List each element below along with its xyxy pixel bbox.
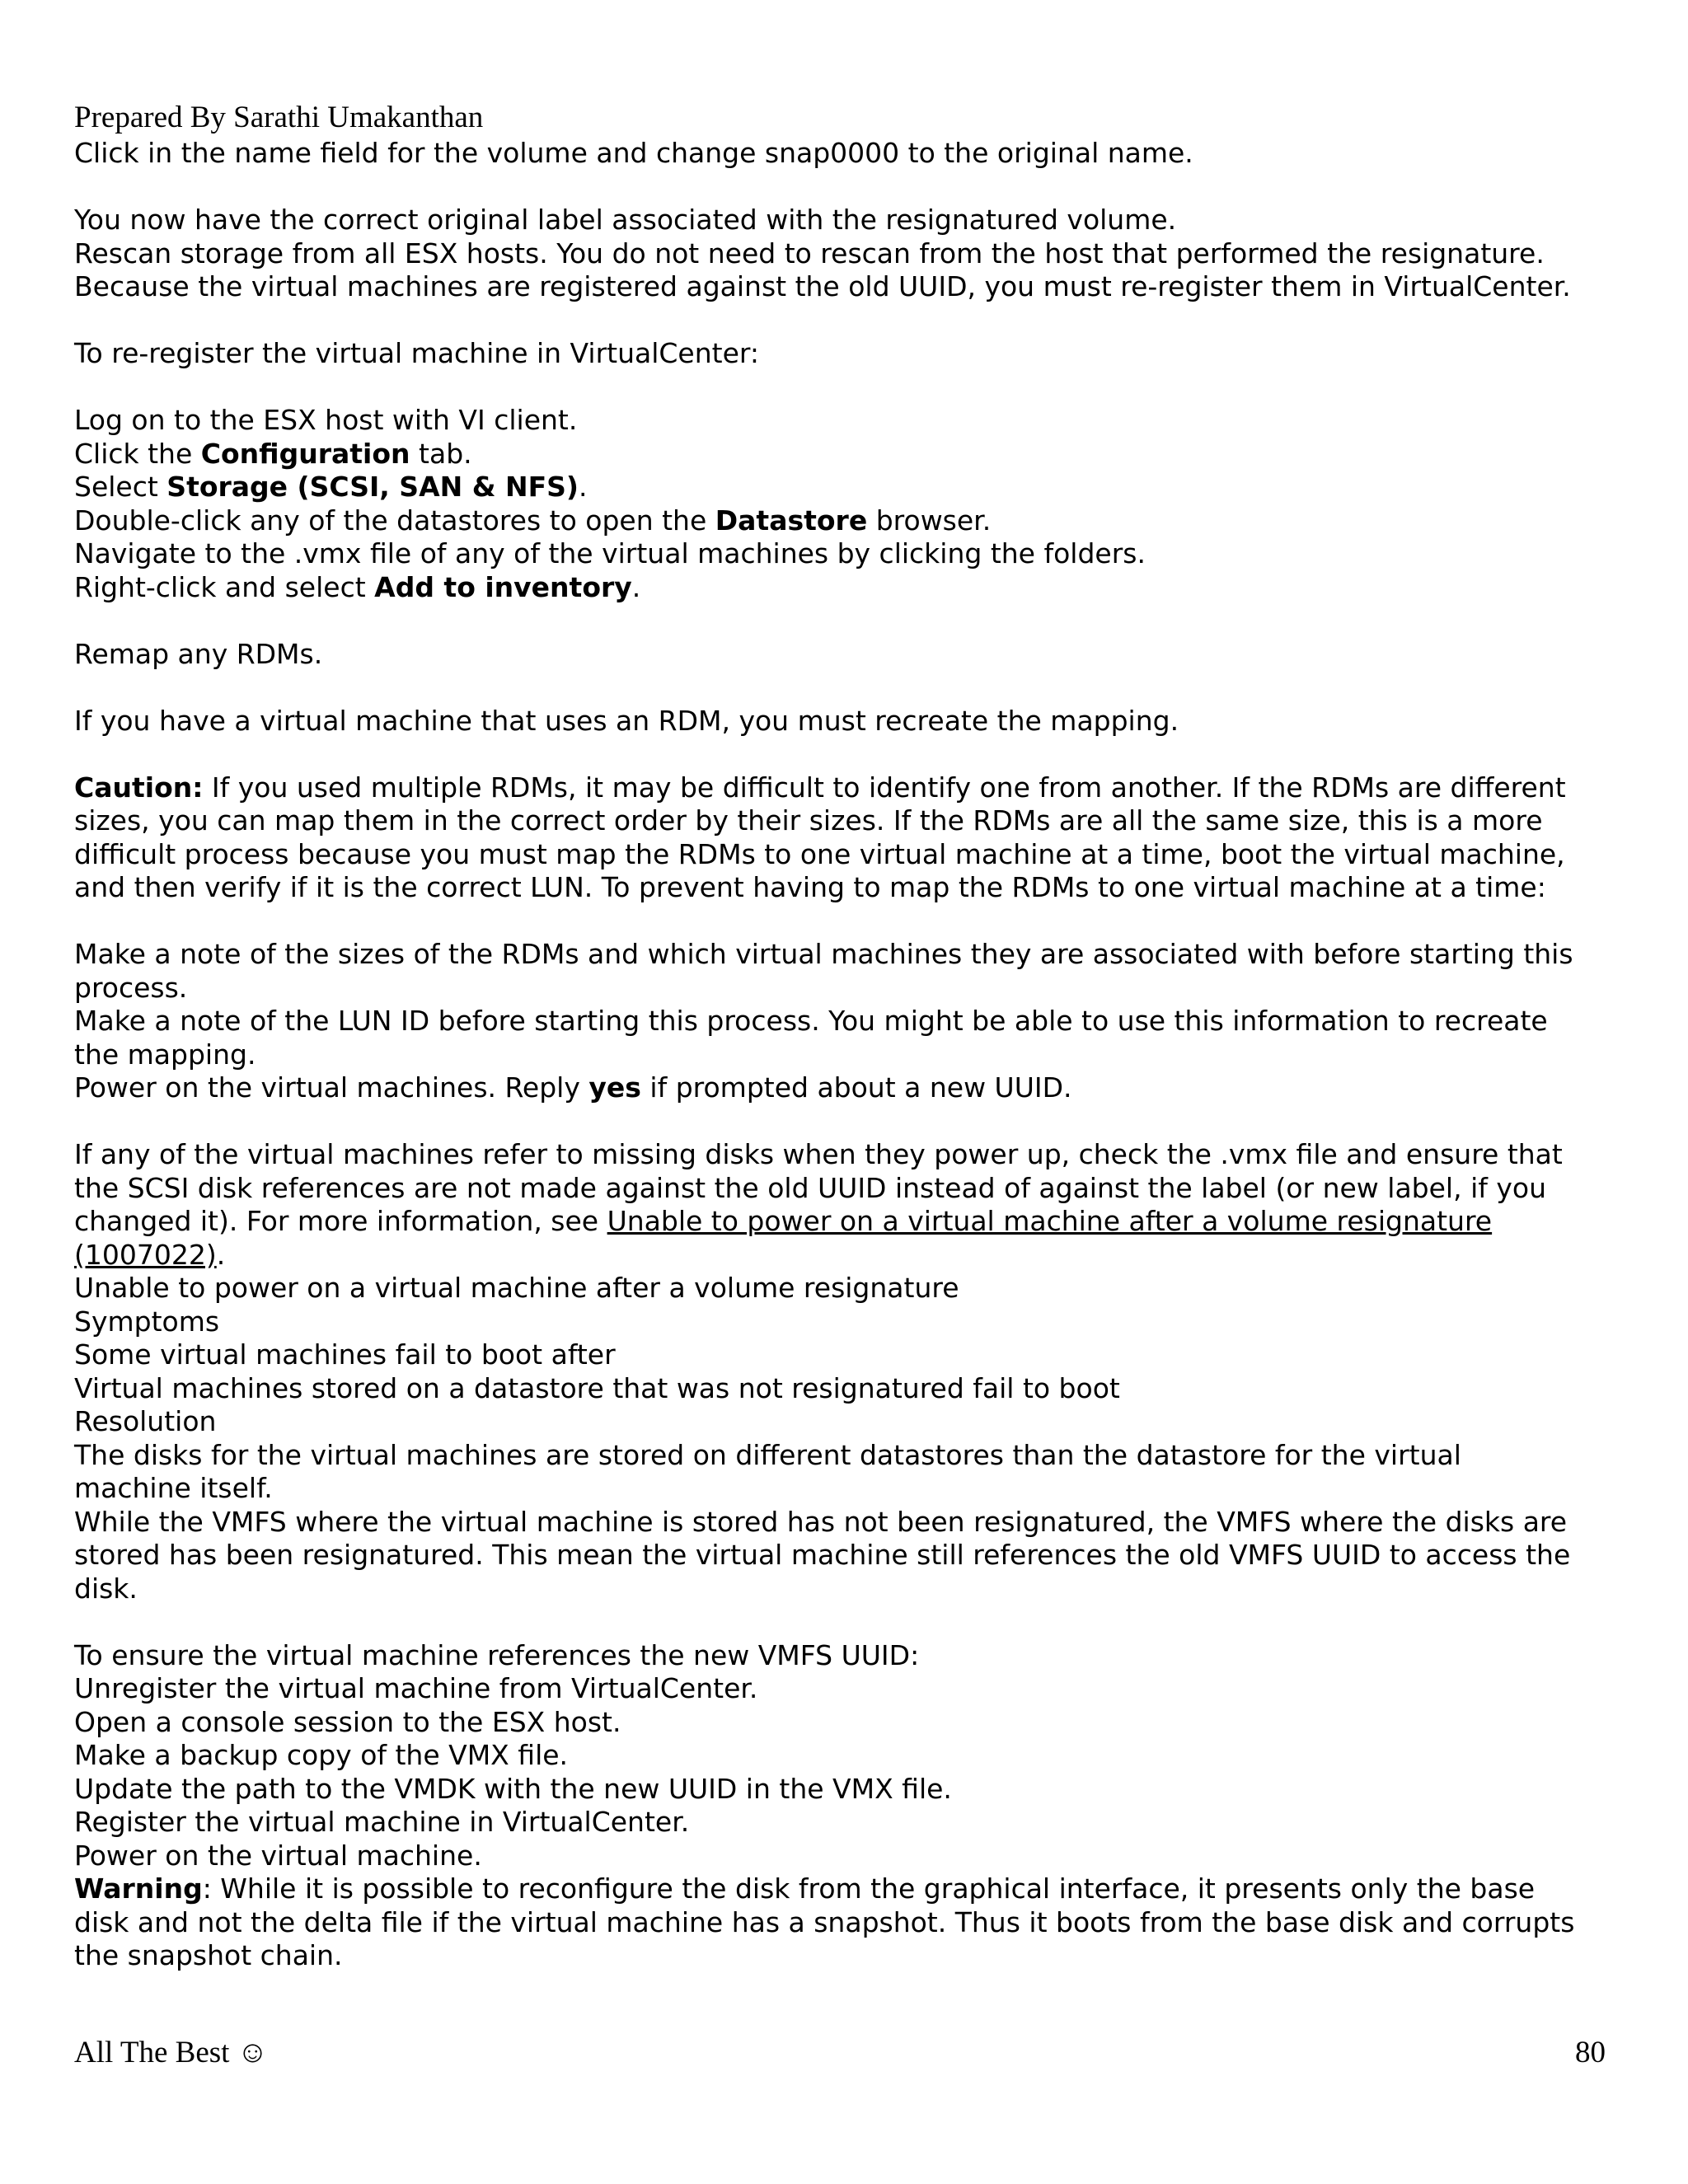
kb-article-id-link[interactable]: (1007022) — [74, 1238, 217, 1271]
bold-term: Datastore — [715, 504, 868, 537]
step-line: Unregister the virtual machine from VirtualCenter. — [74, 1672, 758, 1704]
text-line: Virtual machines stored on a datastore that was not resignatured fail to boot — [74, 1371, 1120, 1404]
text-line: (1007022). — [74, 1238, 226, 1271]
text-line: disk. — [74, 1572, 138, 1605]
text-line: changed it). For more information, see Unable to power on a virtual machine after a volume resignature — [74, 1205, 1493, 1237]
text-line: Click in the name field for the volume and change snap0000 to the original name. — [74, 137, 1193, 169]
text-line: You now have the correct original label associated with the resignatured volume. — [74, 204, 1177, 236]
step-line: Make a backup copy of the VMX file. — [74, 1739, 569, 1771]
step-line: Select Storage (SCSI, SAN & NFS). — [74, 471, 588, 503]
text-line: Some virtual machines fail to boot after — [74, 1338, 616, 1371]
bold-term: Storage (SCSI, SAN & NFS) — [166, 471, 579, 503]
text-line: Rescan storage from all ESX hosts. You do not need to rescan from the host that performed the resignature. — [74, 237, 1545, 269]
text-line: Power on the virtual machines. Reply yes if prompted about a new UUID. — [74, 1071, 1072, 1104]
step-line: Register the virtual machine in VirtualCenter. — [74, 1806, 690, 1838]
text-line: the snapshot chain. — [74, 1939, 343, 1971]
step-line: Double-click any of the datastores to open the Datastore browser. — [74, 504, 992, 537]
text-line: Remap any RDMs. — [74, 637, 323, 670]
text-line: stored has been resignatured. This mean the virtual machine still references the old VMFS UUID to access the — [74, 1539, 1571, 1571]
step-line: Navigate to the .vmx file of any of the virtual machines by clicking the folders. — [74, 537, 1146, 569]
text-line: and then verify if it is the correct LUN. To prevent having to map the RDMs to one virtual machine at a time: — [74, 871, 1546, 903]
step-line: Open a console session to the ESX host. — [74, 1705, 621, 1738]
blank-line — [74, 905, 1640, 939]
text-line: process. — [74, 971, 188, 1004]
text-line: disk and not the delta file if the virtual machine has a snapshot. Thus it boots from the base disk and corrupts — [74, 1905, 1575, 1938]
section-intro: To re-register the virtual machine in VirtualCenter: — [74, 337, 759, 369]
text-line: sizes, you can map them in the correct order by their sizes. If the RDMs are all the same size, this is a more — [74, 804, 1543, 837]
kb-article-link[interactable]: Unable to power on a virtual machine after a volume resignature — [607, 1205, 1493, 1237]
blank-line — [74, 171, 1640, 204]
bold-term: Configuration — [200, 437, 410, 470]
text-line: Make a note of the LUN ID before starting this process. You might be able to use this information to recreate — [74, 1005, 1548, 1037]
blank-line — [74, 671, 1640, 705]
text-line: difficult process because you must map the RDMs to one virtual machine at a time, boot the virtual machine, — [74, 837, 1565, 870]
step-line: Right-click and select Add to inventory. — [74, 570, 641, 603]
text-line: Make a note of the sizes of the RDMs and which virtual machines they are associated with before starting this — [74, 938, 1573, 970]
text-line: The disks for the virtual machines are stored on different datastores than the datastore for the virtual — [74, 1438, 1461, 1471]
step-line: Click the Configuration tab. — [74, 437, 472, 470]
document-body — [74, 137, 1640, 1973]
blank-line — [74, 1105, 1640, 1139]
step-line: Update the path to the VMDK with the new UUID in the VMX file. — [74, 1772, 952, 1805]
warning-label: Warning — [74, 1872, 203, 1905]
symptoms-heading: Symptoms — [74, 1305, 220, 1338]
warning-line: Warning: While it is possible to reconfigure the disk from the graphical interface, it presents only the base — [74, 1872, 1536, 1905]
text-line: the mapping. — [74, 1038, 256, 1071]
step-line: Log on to the ESX host with VI client. — [74, 404, 578, 436]
caution-line: Caution: If you used multiple RDMs, it may be difficult to identify one from another. If the RDMs are different — [74, 771, 1566, 804]
blank-line — [74, 304, 1640, 338]
text-line: Because the virtual machines are registered against the old UUID, you must re-register them in VirtualCenter. — [74, 270, 1571, 302]
footer-text: All The Best ☺ — [74, 2036, 269, 2069]
page-number: 80 — [1575, 2036, 1606, 2069]
resolution-heading: Resolution — [74, 1405, 217, 1437]
article-title: Unable to power on a virtual machine after a volume resignature — [74, 1272, 959, 1304]
text-line: the SCSI disk references are not made against the old UUID instead of against the label (or new label, if you — [74, 1171, 1546, 1204]
text-line: While the VMFS where the virtual machine is stored has not been resignatured, the VMFS where the disks are — [74, 1505, 1568, 1538]
page-header: Prepared By Sarathi Umakanthan — [74, 101, 484, 134]
text-line: machine itself. — [74, 1472, 273, 1504]
blank-line — [74, 1605, 1640, 1639]
caution-label: Caution: — [74, 771, 204, 804]
blank-line — [74, 604, 1640, 638]
bold-term: Add to inventory — [374, 570, 632, 603]
bold-term: yes — [588, 1071, 641, 1104]
section-intro: To ensure the virtual machine references the new VMFS UUID: — [74, 1638, 920, 1671]
step-line: Power on the virtual machine. — [74, 1839, 482, 1872]
text-line: If you have a virtual machine that uses an RDM, you must recreate the mapping. — [74, 704, 1179, 737]
blank-line — [74, 371, 1640, 405]
blank-line — [74, 738, 1640, 771]
text-line: If any of the virtual machines refer to missing disks when they power up, check the .vmx file and ensure that — [74, 1138, 1563, 1170]
